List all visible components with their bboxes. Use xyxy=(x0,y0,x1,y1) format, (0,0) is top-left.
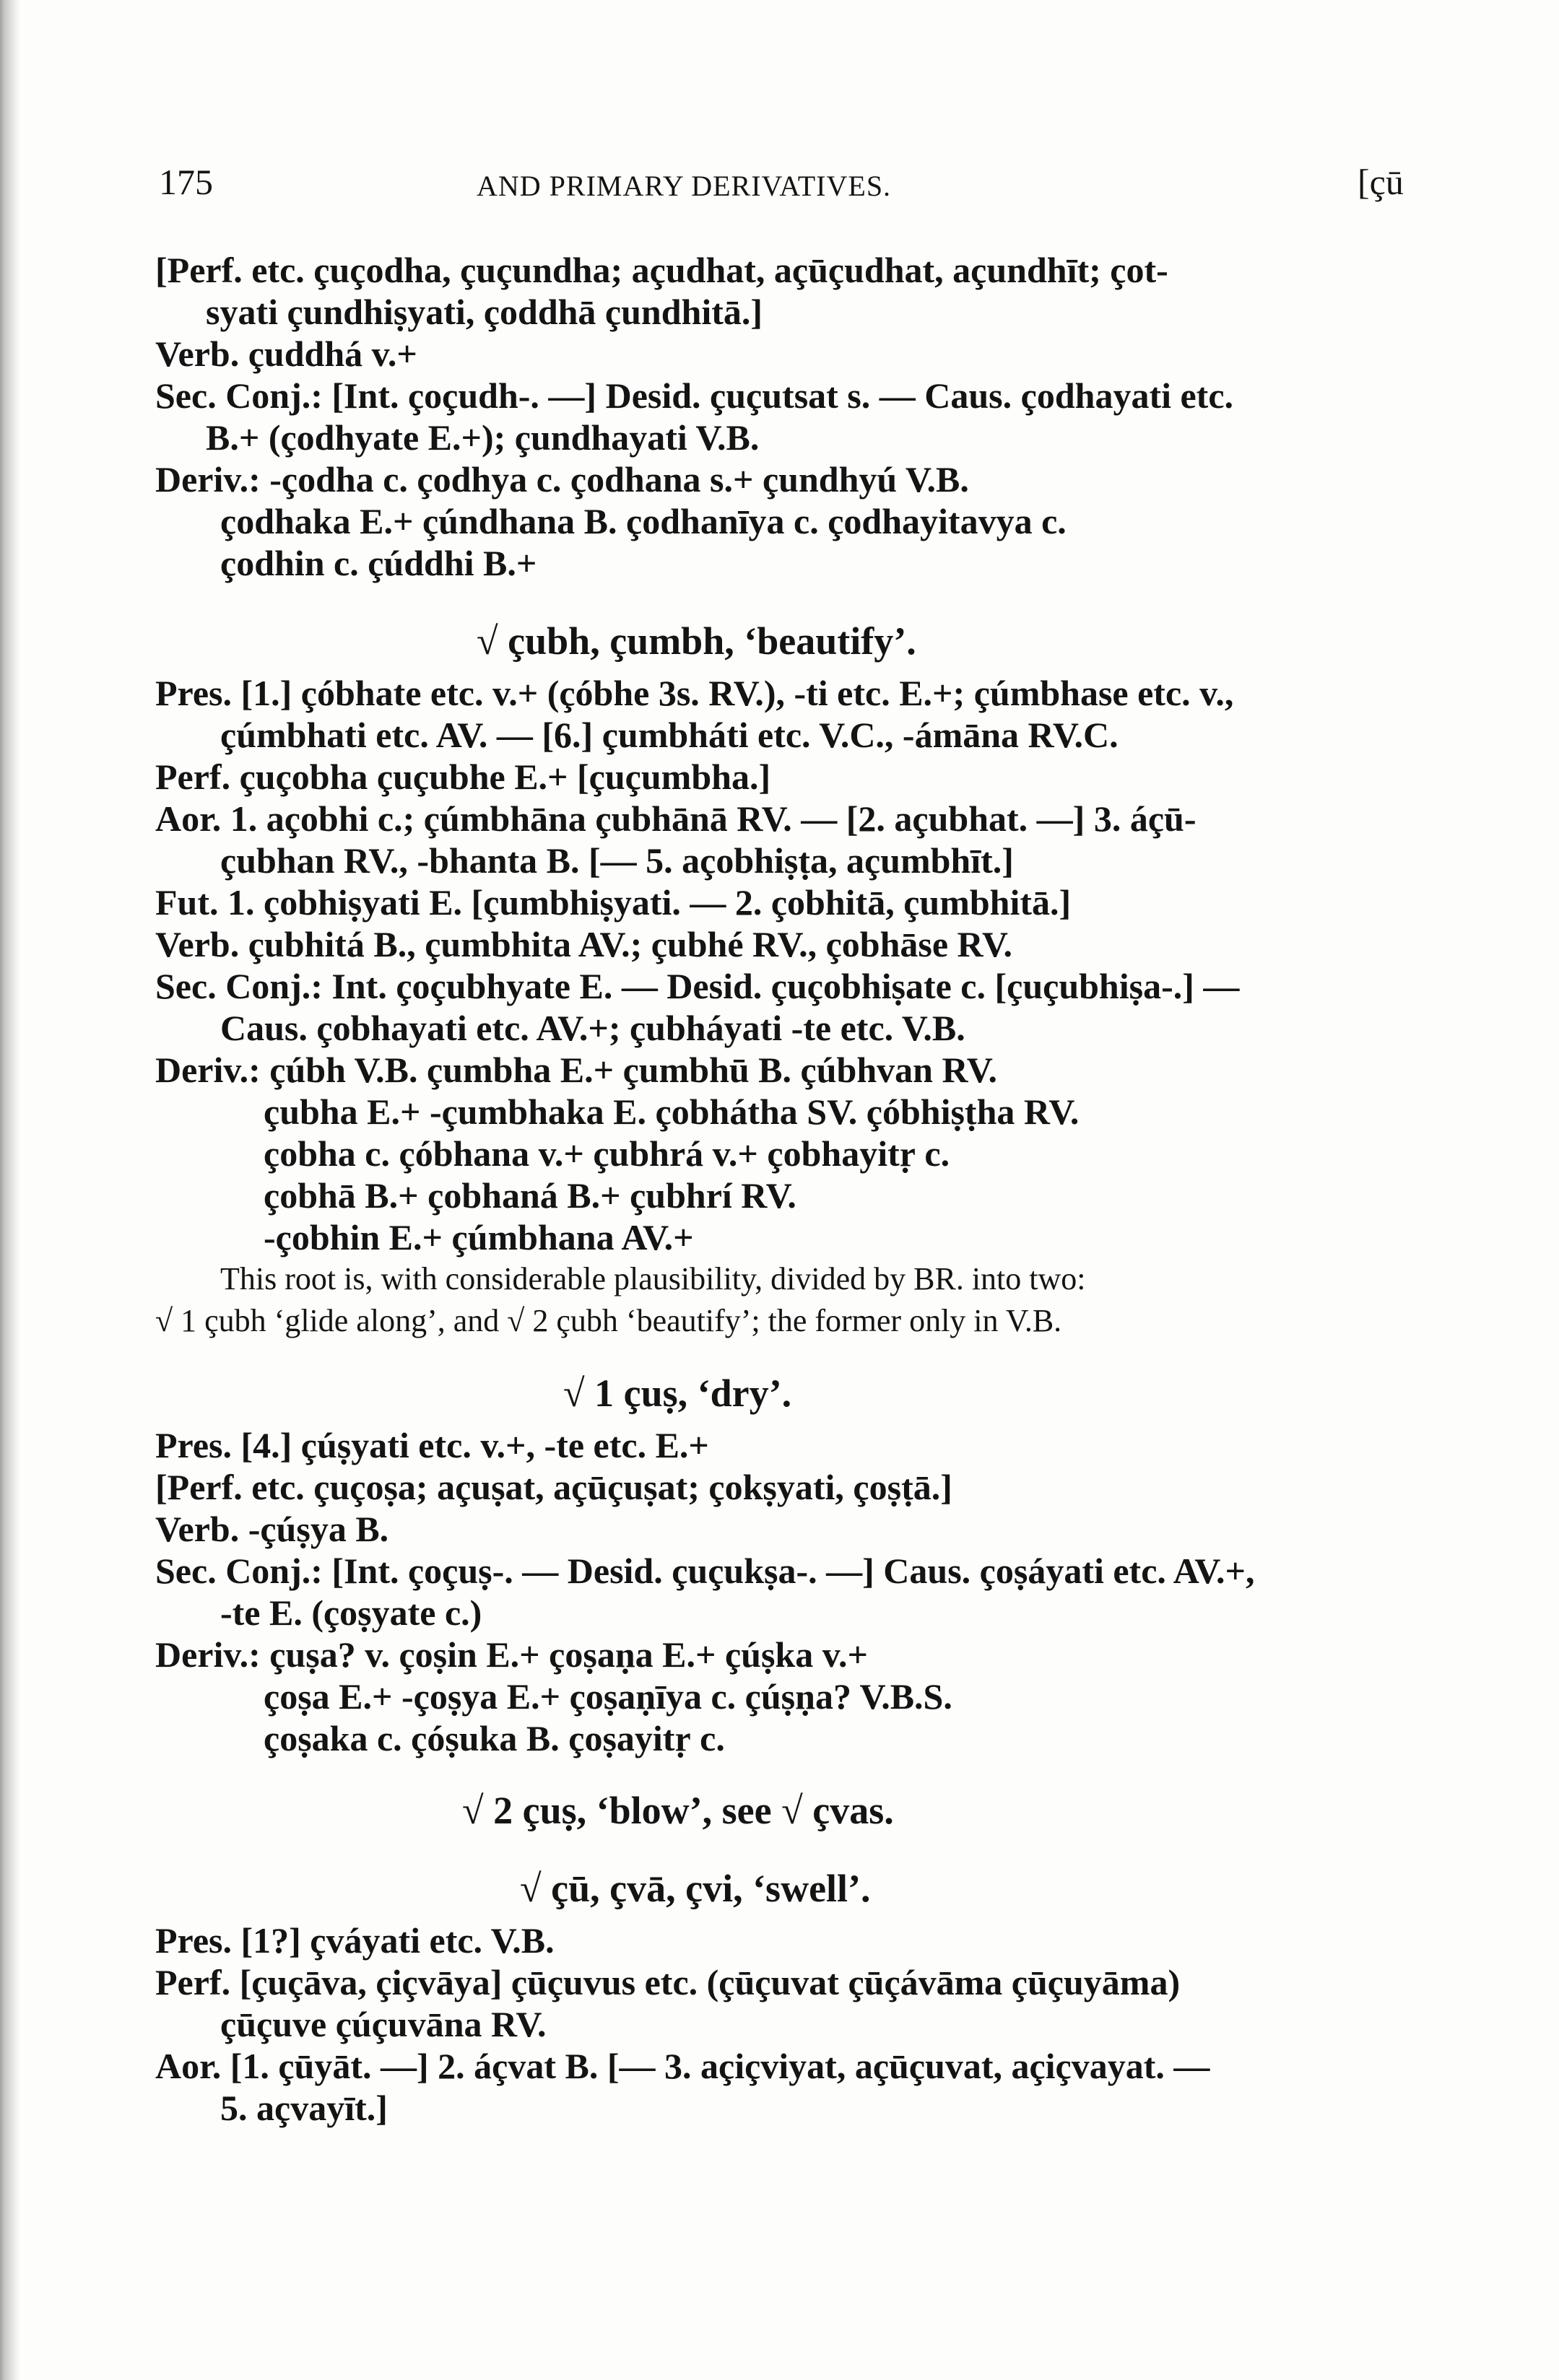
entry-line: Pres. [1.] çóbhate etc. v.+ (çóbhe 3s. RV.), -ti etc. E.+; çúmbhase etc. v., xyxy=(155,673,1234,713)
root-heading: √ çubh, çumbh, ‘beautify’. xyxy=(477,619,916,663)
deriv-line: Deriv.: çuṣa? v. çoṣin E.+ çoṣaṇa E.+ çúṣka v.+ xyxy=(155,1634,868,1675)
deriv-line: çoṣa E.+ -çoṣya E.+ çoṣaṇīya c. çúṣṇa? V.B.S. xyxy=(264,1676,952,1717)
page-number: 175 xyxy=(159,162,213,202)
entry-line: Pres. [1?] çváyati etc. V.B. xyxy=(155,1920,555,1961)
entry-line: Sec. Conj.: [Int. çoçudh-. —] Desid. çuçutsat s. — Caus. çodhayati etc. xyxy=(155,375,1234,416)
deriv-line: çubha E.+ -çumbhaka E. çobhátha SV. çóbhiṣṭha RV. xyxy=(264,1091,1080,1132)
entry-line: [Perf. etc. çuçoṣa; açuṣat, açūçuṣat; çokṣyati, çoṣṭā.] xyxy=(155,1467,952,1507)
root-heading: √ 2 çuṣ, ‘blow’, see √ çvas. xyxy=(462,1789,894,1832)
section-mark: [çū xyxy=(1358,162,1404,202)
root-heading: √ çū, çvā, çvi, ‘swell’. xyxy=(520,1867,871,1910)
entry-line: Verb. çubhitá B., çumbhita AV.; çubhé RV., çobhāse RV. xyxy=(155,924,1013,964)
entry-line: [Perf. etc. çuçodha, çuçundha; açudhat, açūçudhat, açundhīt; çot- xyxy=(155,250,1168,290)
deriv-line: çodhaka E.+ çúndhana B. çodhanīya c. çodhayitavya c. xyxy=(220,501,1067,541)
entry-line: çubhan RV., -bhanta B. [— 5. açobhiṣṭa, açumbhīt.] xyxy=(220,840,1014,881)
entry-line: çūçuve çúçuvāna RV. xyxy=(220,2004,547,2044)
entry-line: çúmbhati etc. AV. — [6.] çumbháti etc. V.C., -ámāna RV.C. xyxy=(220,715,1119,755)
entry-line: Fut. 1. çobhiṣyati E. [çumbhiṣyati. — 2. çobhitā, çumbhitā.] xyxy=(155,882,1072,923)
entry-line: syati çundhiṣyati, çoddhā çundhitā.] xyxy=(206,292,763,332)
entry-line: Verb. -çúṣya B. xyxy=(155,1509,389,1549)
running-title: AND PRIMARY DERIVATIVES. xyxy=(477,170,892,202)
note-line: This root is, with considerable plausibility, divided by BR. into two: xyxy=(220,1261,1086,1296)
note-line: √ 1 çubh ‘glide along’, and √ 2 çubh ‘beautify’; the former only in V.B. xyxy=(155,1303,1062,1338)
deriv-line: çoṣaka c. çóṣuka B. çoṣayitṛ c. xyxy=(264,1718,725,1758)
entry-line: 5. açvayīt.] xyxy=(220,2088,388,2128)
entry-line: Verb. çuddhá v.+ xyxy=(155,334,417,374)
scanned-page-edge xyxy=(0,0,20,2380)
deriv-line: -çobhin E.+ çúmbhana AV.+ xyxy=(264,1217,694,1257)
entry-line: Sec. Conj.: Int. çoçubhyate E. — Desid. çuçobhiṣate c. [çuçubhiṣa-.] — xyxy=(155,966,1240,1006)
entry-line: Sec. Conj.: [Int. çoçuṣ-. — Desid. çuçukṣa-. —] Caus. çoṣáyati etc. AV.+, xyxy=(155,1551,1255,1591)
entry-line: -te E. (çoṣyate c.) xyxy=(220,1592,482,1633)
entry-line: Perf. çuçobha çuçubhe E.+ [çuçumbha.] xyxy=(155,757,771,797)
deriv-line: Deriv.: -çodha c. çodhya c. çodhana s.+ çundhyú V.B. xyxy=(155,459,969,500)
entry-line: Perf. [çuçāva, çiçvāya] çūçuvus etc. (çūçuvat çūçávāma çūçuyāma) xyxy=(155,1962,1181,2002)
deriv-line: Deriv.: çúbh V.B. çumbha E.+ çumbhū B. çúbhvan RV. xyxy=(155,1050,997,1090)
deriv-line: çobha c. çóbhana v.+ çubhrá v.+ çobhayitṛ c. xyxy=(264,1133,950,1174)
entry-line: Caus. çobhayati etc. AV.+; çubháyati -te etc. V.B. xyxy=(220,1008,965,1048)
root-heading: √ 1 çuṣ, ‘dry’. xyxy=(563,1372,792,1415)
entry-line: B.+ (çodhyate E.+); çundhayati V.B. xyxy=(206,417,760,458)
entry-line: Pres. [4.] çúṣyati etc. v.+, -te etc. E.+ xyxy=(155,1425,709,1465)
deriv-line: çodhin c. çúddhi B.+ xyxy=(220,543,537,583)
entry-line: Aor. 1. açobhi c.; çúmbhāna çubhānā RV. — [2. açubhat. —] 3. áçū- xyxy=(155,798,1197,839)
deriv-line: çobhā B.+ çobhaná B.+ çubhrí RV. xyxy=(264,1175,796,1216)
entry-line: Aor. [1. çūyāt. —] 2. áçvat B. [— 3. açiçviyat, açūçuvat, açiçvayat. — xyxy=(155,2046,1210,2086)
